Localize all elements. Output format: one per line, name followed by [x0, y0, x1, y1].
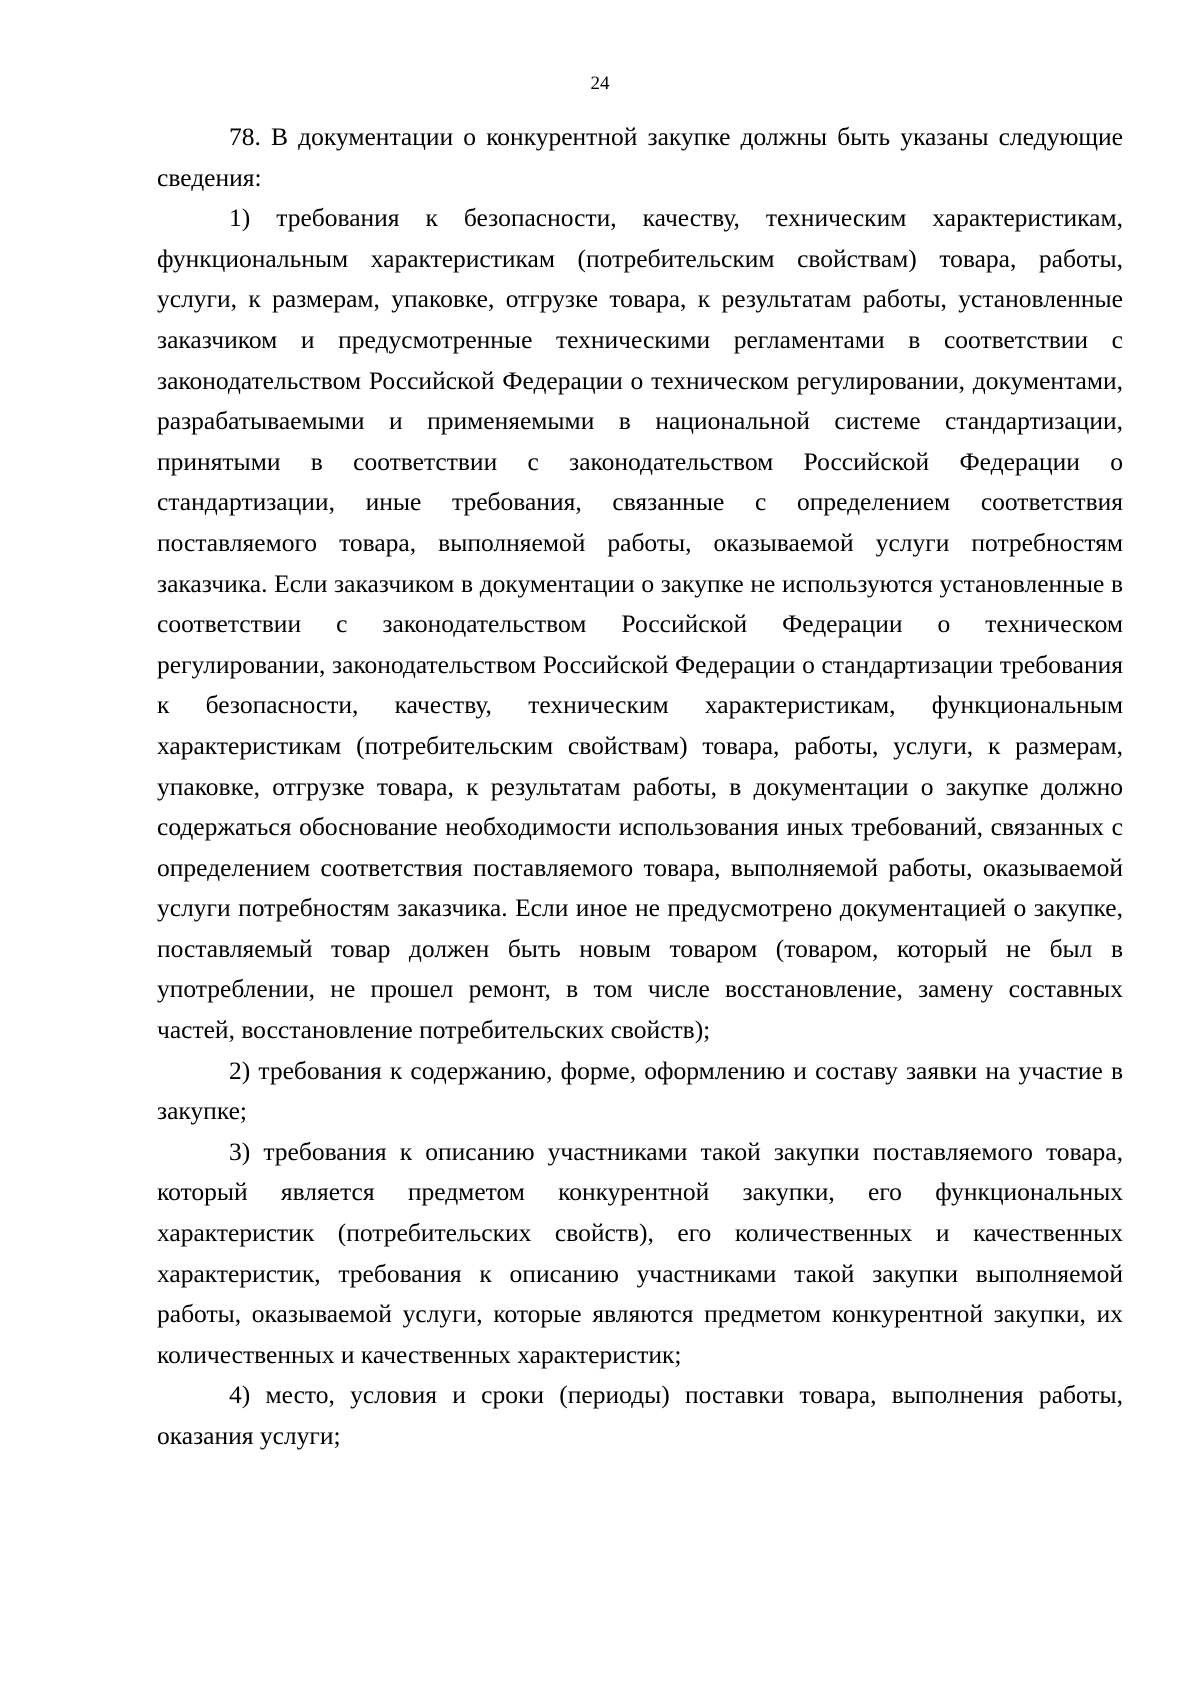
- paragraph-item-1: 1) требования к безопасности, качеству, техническим характеристикам, функциональным характеристикам (потребительским свойствам) товара, работы, услуги, к размерам, упаковке, отгрузке товара, к результатам работы, установленные заказчиком и предусмотренные техническими регламентами в соответствии с законодательством Российской Федерации о техническом регулировании, документами, разрабатываемыми и применяемыми в национальной системе стандартизации, принятыми в соответствии с законодательством Российской Федерации о стандартизации, иные требования, связанные с определением соответствия поставляемого товара, выполняемой работы, оказываемой услуги потребностям заказчика. Если заказчиком в документации о закупке не используются установленные в соответствии с законодательством Российской Федерации о техническом регулировании, законодательством Российской Федерации о стандартизации требования к безопасности, качеству, техническим характеристикам, функциональным характеристикам (потребительским свойствам) товара, работы, услуги, к размерам, упаковке, отгрузке товара, к результатам работы, в документации о закупке должно содержаться обоснование необходимости использования иных требований, связанных с определением соответствия поставляемого товара, выполняемой работы, оказываемой услуги потребностям заказчика. Если иное не предусмотрено документацией о закупке, поставляемый товар должен быть новым товаром (товаром, который не был в употреблении, не прошел ремонт, в том числе восстановление, замену составных частей, восстановление потребительских свойств);: [157, 203, 1123, 1045]
- page-number: 24: [590, 73, 610, 94]
- paragraph-item-3: 3) требования к описанию участниками такой закупки поставляемого товара, который является предметом конкурентной закупки, его функциональных характеристик (потребительских свойств), его количественных и качественных характеристик, требования к описанию участниками такой закупки выполняемой работы, оказываемой услуги, которые являются предметом конкурентной закупки, их количественных и качественных характеристик;: [157, 1136, 1123, 1369]
- paragraph-78-intro: 78. В документации о конкурентной закупке должны быть указаны следующие сведения:: [157, 122, 1123, 192]
- paragraph-item-2: 2) требования к содержанию, форме, оформлению и составу заявки на участие в закупке;: [157, 1055, 1123, 1126]
- paragraph-item-4: 4) место, условия и сроки (периоды) поставки товара, выполнения работы, оказания услуги;: [157, 1380, 1123, 1450]
- document-body: [157, 117, 1123, 1457]
